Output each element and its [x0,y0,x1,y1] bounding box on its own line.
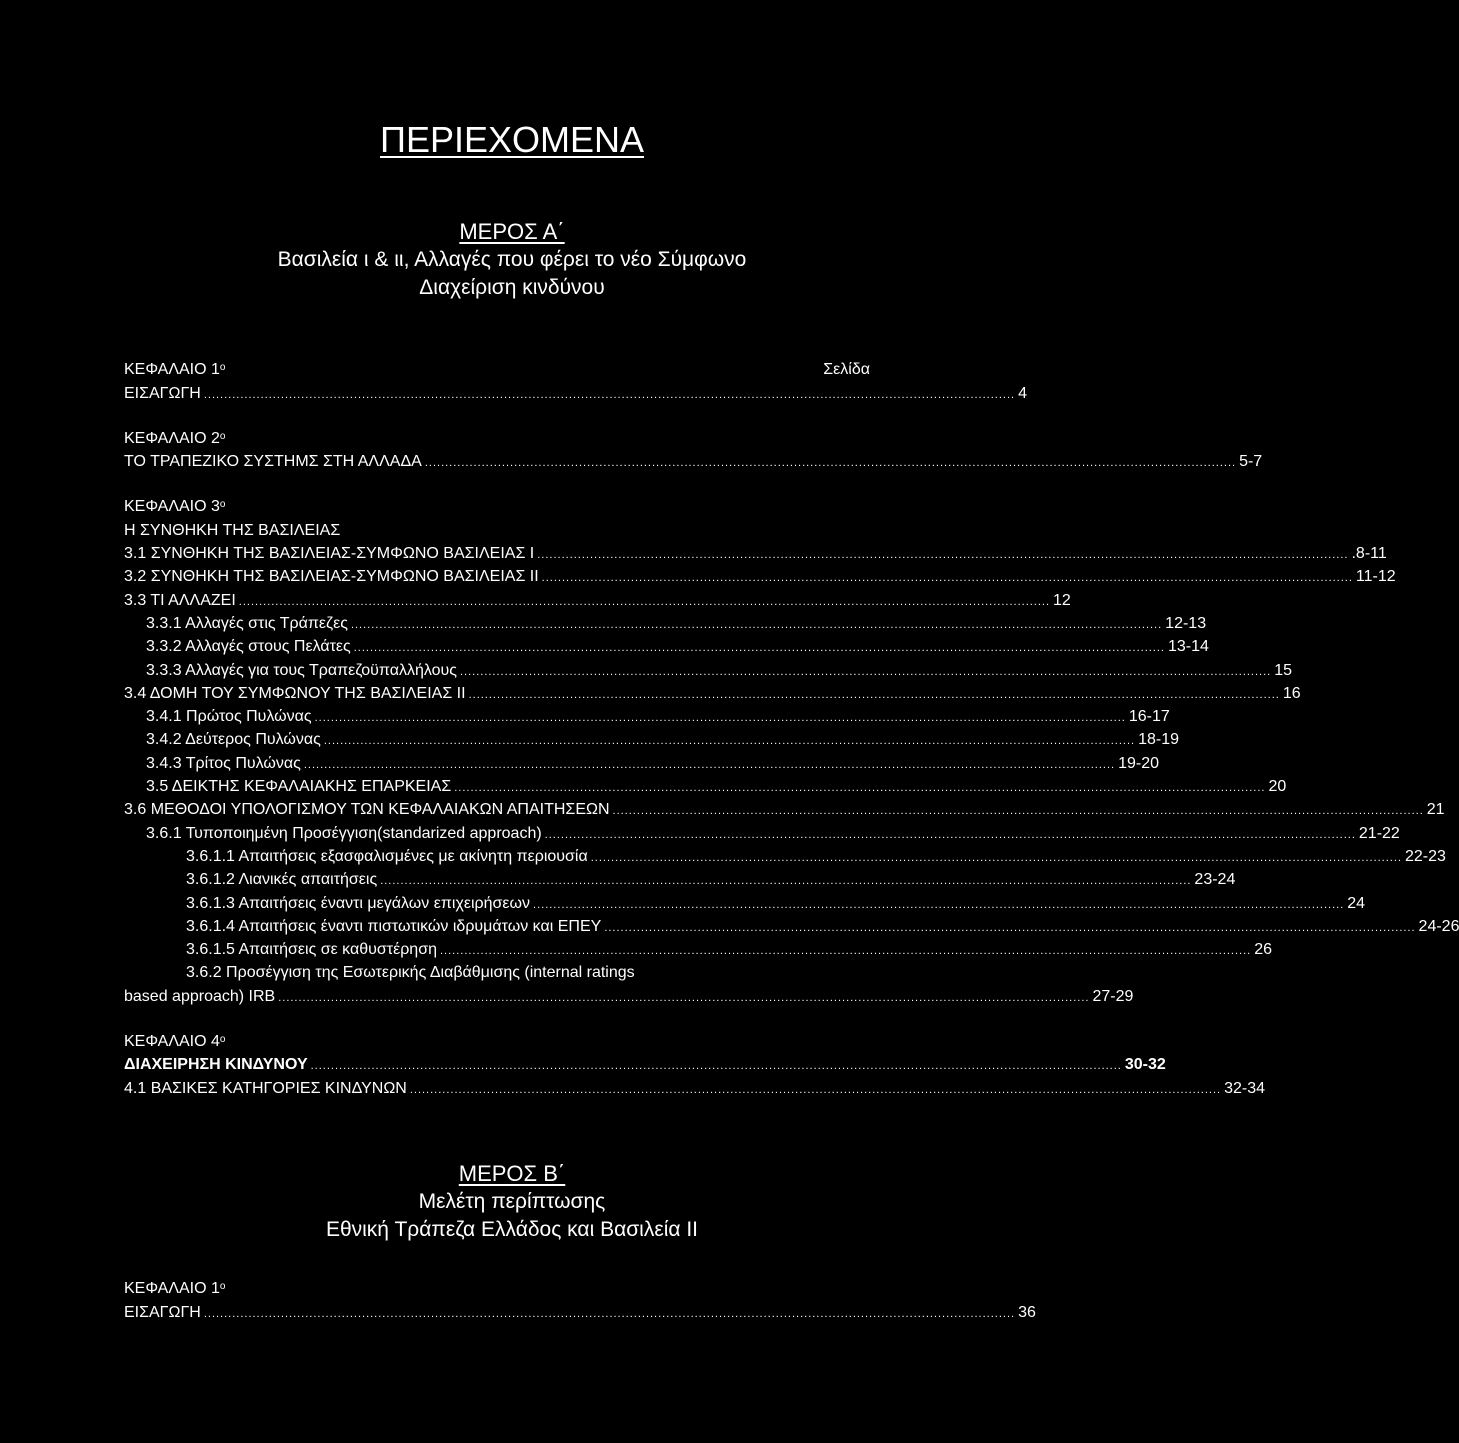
toc-entry-text: 3.6.1.1 Απαιτήσεις εξασφαλισμένες με ακίνητη περιουσία [186,847,588,865]
dot-leader: ........................................................................................................................................................................................................ [604,921,1416,934]
dot-leader: ........................................................................................................................................................................................................ [533,898,1345,911]
part-b-subtitle-1: Μελέτη περίπτωσης [418,1190,606,1213]
toc-entry-text: ΚΕΦΑΛΑΙΟ $3^o$ [124,498,226,516]
toc-page-number: 24-26 [1418,917,1459,935]
toc-entry-text: ΚΕΦΑΛΑΙΟ $4^o$ [124,1033,226,1051]
toc-page-number: 16 [1282,684,1301,702]
toc-entry [124,541,1387,564]
toc-entry [124,774,1287,797]
toc-entry-text: 3.4 ΔΟΜΗ ΤΟΥ ΣΥΜΦΩΝΟΥ ΤΗΣ ΒΑΣΙΛΕΙΑΣ ΙΙ [124,684,466,702]
toc-page-number: 19-20 [1118,754,1159,772]
toc-entry [124,983,1134,1006]
toc-entry [124,1276,870,1299]
toc-entry-text: ΔΙΑΧΕΙΡΗΣΗ ΚΙΝΔΥΝΟΥ [124,1056,308,1074]
toc-entry [124,564,1396,587]
toc-entry-text: 3.4.2 Δεύτερος Πυλώνας [146,731,321,749]
toc-page-number: 26 [1254,941,1273,959]
toc-page-number: .8-11 [1351,545,1387,563]
dot-leader: ........................................................................................................................................................................................................ [353,642,1165,655]
toc-entry-text: 3.1 ΣΥΝΘΗΚΗ ΤΗΣ ΒΑΣΙΛΕΙΑΣ-ΣΥΜΦΩΝΟ ΒΑΣΙΛΕΙΑΣ Ι [124,545,535,563]
toc-page-number: 11-12 [1355,568,1396,586]
dot-leader: ........................................................................................................................................................................................................ [612,805,1424,818]
toc-entry-text: 3.3.2 Αλλαγές στους Πελάτες [146,638,351,656]
toc-entry-text: 3.3.1 Αλλαγές στις Τράπεζες [146,614,348,632]
toc-entry [124,494,870,517]
part-a-subtitle-2: Διαχείριση κινδύνου [419,276,605,299]
part-a-label: ΜΕΡΟΣ Α΄ [459,219,565,244]
dot-leader: ........................................................................................................................................................................................................ [350,618,1163,631]
toc-page-number: 21 [1426,801,1445,819]
toc-entry-text: 3.4.1 Πρώτος Πυλώνας [146,708,312,726]
dot-leader: ........................................................................................................................................................................................................ [323,735,1136,748]
toc-page-number: 18-19 [1138,731,1179,749]
dot-leader: ........................................................................................................................................................................................................ [537,549,1349,562]
toc-entry-text: 3.6.1.3 Απαιτήσεις έναντι μεγάλων επιχειρήσεων [186,894,531,912]
toc-entry-text: ΕΙΣΑΓΩΓΗ [124,384,201,402]
toc-entry [124,426,870,449]
toc-entry [124,867,1236,890]
dot-leader: ........................................................................................................................................................................................................ [380,875,1192,888]
dot-leader: ........................................................................................................................................................................................................ [439,945,1252,958]
toc-page-number: 12-13 [1165,614,1207,632]
toc-entry [124,750,1159,773]
dot-leader: ........................................................................................................................................................................................................ [314,712,1126,725]
superscript: ο [219,1281,226,1293]
toc-entry-text: 3.6.2 Προσέγγιση της Εσωτερικής Διαβάθμισης (internal ratings [186,964,635,982]
dot-leader: ........................................................................................................................................................................................................ [278,991,1090,1004]
part-b-subtitle-2: Εθνική Τράπεζα Ελλάδος και Βασιλεία ΙΙ [325,1218,699,1241]
toc-entry-text: 3.2 ΣΥΝΘΗΚΗ ΤΗΣ ΒΑΣΙΛΕΙΑΣ-ΣΥΜΦΩΝΟ ΒΑΣΙΛΕΙΑΣ ΙΙ [124,568,539,586]
toc-entry-text: based approach) IRB [124,987,276,1005]
toc-page-number: 30-32 [1124,1056,1166,1074]
toc-page-number: 5-7 [1239,453,1263,471]
toc-entry-text: ΚΕΦΑΛΑΙΟ $2^o$ [124,429,226,447]
toc-entry [124,517,870,540]
toc-entry [124,1052,1166,1075]
toc-entry [124,1029,870,1052]
toc-entry-text: 3.3 ΤΙ ΑΛΛΑΖΕΙ [124,591,236,609]
page-title: ΠΕΡΙΕΧΟΜΕΝΑ [379,119,645,160]
toc-entry [124,1075,1265,1098]
toc-entry [124,914,1459,937]
toc-entry-text: 3.3.3 Αλλαγές για τους Τραπεζοϋπαλλήλους [146,661,457,679]
dot-leader: ........................................................................................................................................................................................................ [590,851,1402,864]
toc-page-number: 15 [1274,661,1293,679]
toc-entry-text: ΚΕΦΑΛΑΙΟ $1^o$ [124,361,226,379]
toc-entry-text: 3.4.3 Τρίτος Πυλώνας [146,754,301,772]
toc-page-number: 21-22 [1358,824,1400,842]
part-a-heading [0,218,1024,302]
toc-page-number: 23-24 [1194,871,1236,889]
dot-leader: ........................................................................................................................................................................................................ [203,1307,1016,1320]
dot-leader: ........................................................................................................................................................................................................ [541,572,1353,585]
dot-leader: ........................................................................................................................................................................................................ [459,665,1272,678]
dot-leader: ........................................................................................................................................................................................................ [238,595,1051,608]
dot-leader: ........................................................................................................................................................................................................ [468,688,1280,701]
toc-page-number: 22-23 [1404,847,1446,865]
superscript: ο [219,1034,226,1046]
toc-entry [124,357,870,380]
toc-page-number: 27-29 [1092,987,1134,1005]
dot-leader: ........................................................................................................................................................................................................ [454,782,1266,795]
dot-leader: ........................................................................................................................................................................................................ [303,758,1116,771]
toc-entry-text: ΕΙΣΑΓΩΓΗ [124,1303,201,1321]
toc-page-number: 20 [1268,778,1287,796]
dot-leader: ........................................................................................................................................................................................................ [203,388,1016,401]
toc-part-a [124,357,1459,1099]
superscript: ο [219,499,226,511]
toc-entry-text: 3.6.1.2 Λιανικές απαιτήσεις [186,871,378,889]
toc-entry [124,449,1263,472]
toc-entry-text: 3.6 ΜΕΘΟΔΟΙ ΥΠΟΛΟΓΙΣΜΟΥ ΤΩΝ ΚΕΦΑΛΑΙΑΚΩΝ ΑΠΑΙΤΗΣΕΩΝ [124,801,610,819]
toc-entry [124,820,1400,843]
toc-entry [124,937,1273,960]
toc-entry [124,380,1027,403]
toc-page-number: 12 [1053,591,1071,609]
toc-entry-text: 3.5 ΔΕΙΚΤΗΣ ΚΕΦΑΛΑΙΑΚΗΣ ΕΠΑΡΚΕΙΑΣ [146,778,452,796]
toc-page-number: 36 [1018,1303,1036,1321]
toc-entry [124,587,1071,610]
toc-page-number: 32-34 [1224,1079,1265,1097]
superscript: ο [219,362,226,374]
dot-leader: ........................................................................................................................................................................................................ [544,828,1356,841]
toc-entry [124,844,1446,867]
toc-entry-text: 4.1 ΒΑΣΙΚΕΣ ΚΑΤΗΓΟΡΙΕΣ ΚΙΝΔΥΝΩΝ [124,1079,407,1097]
part-b-label: ΜΕΡΟΣ Β΄ [458,1161,566,1186]
toc-entry-text: 3.6.1.4 Απαιτήσεις έναντι πιστωτικών ιδρυμάτων και ΕΠΕΥ [186,917,602,935]
part-b-heading [0,1160,1024,1244]
toc-entry-text: ΚΕΦΑΛΑΙΟ $1^o$ [124,1280,226,1298]
toc-entry [124,657,1293,680]
superscript: ο [219,430,226,442]
dot-leader: ........................................................................................................................................................................................................ [424,457,1237,470]
toc-page-number: 13-14 [1167,638,1209,656]
toc-entry [124,704,1170,727]
toc-entry-text: Η ΣΥΝΘΗΚΗ ΤΗΣ ΒΑΣΙΛΕΙΑΣ [124,521,341,539]
toc-part-b [124,1276,1036,1323]
toc-entry-text: ΤΟ ΤΡΑΠΕΖΙΚΟ ΣΥΣΤΗΜΣ ΣΤΗ ΑΛΛΑΔΑ [124,453,422,471]
toc-entry [124,727,1179,750]
toc-entry-text: 3.6.1.5 Απαιτήσεις σε καθυστέρηση [186,941,437,959]
dot-leader: ........................................................................................................................................................................................................ [310,1060,1122,1073]
toc-entry [124,890,1366,913]
part-a-subtitle-1: Βασιλεία ι & ιι, Αλλαγές που φέρει το νέο Σύμφωνο [277,248,747,271]
toc-page-number: 24 [1347,894,1366,912]
toc-entry [124,611,1207,634]
toc-entry-text: 3.6.1 Τυποποιημένη Προσέγγιση(standarized approach) [146,824,542,842]
toc-entry [124,797,1445,820]
toc-page-number: 4 [1018,384,1027,402]
toc-entry [124,634,1209,657]
toc-page-number: 16-17 [1128,708,1170,726]
dot-leader: ........................................................................................................................................................................................................ [409,1083,1222,1096]
toc-entry [124,681,1301,704]
page-column-label: Σελίδα [823,361,870,379]
toc-entry [124,960,870,983]
toc-entry [124,1299,1036,1322]
